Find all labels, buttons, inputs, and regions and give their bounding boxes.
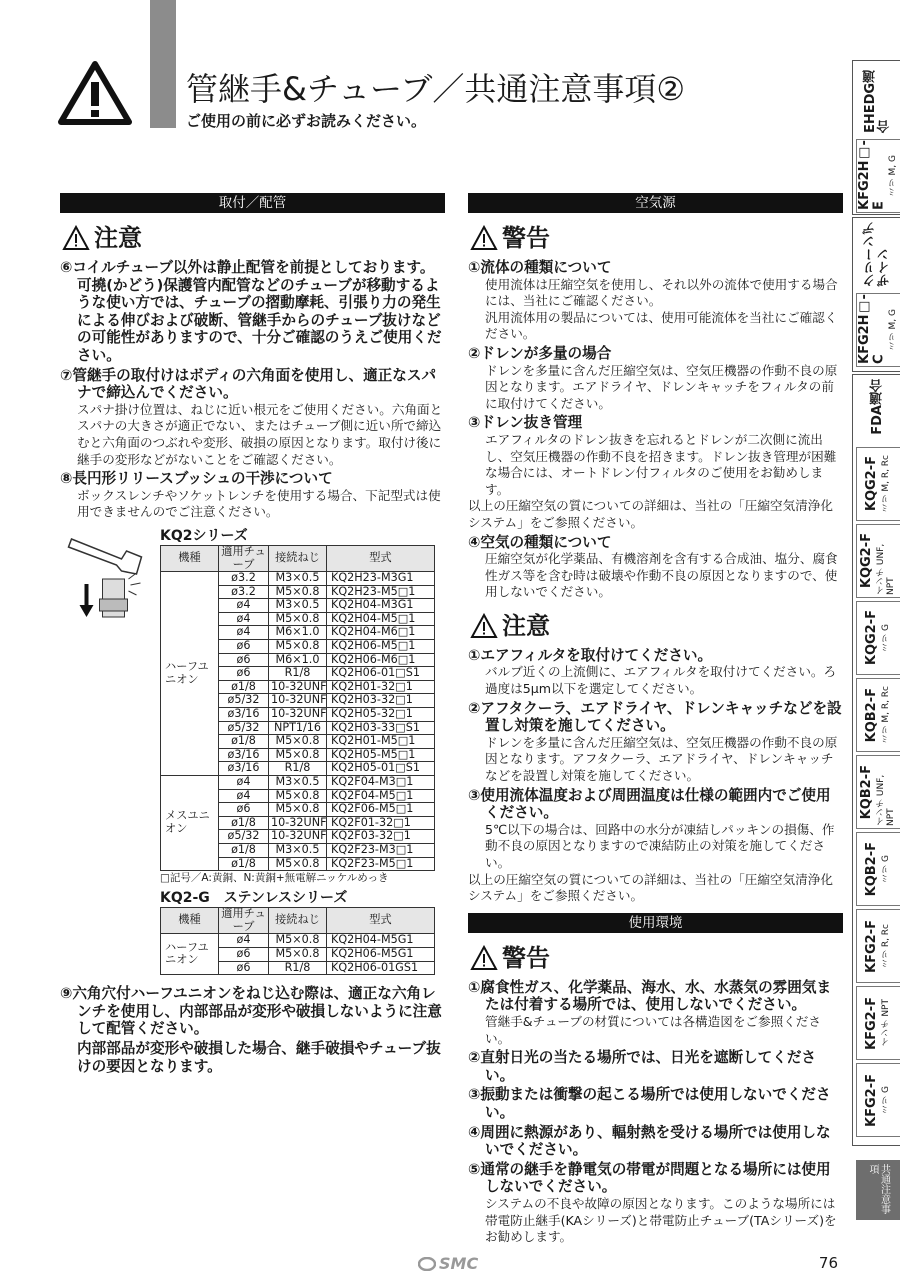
page-subtitle: ご使用の前に必ずお読みください。	[186, 112, 427, 130]
model-number: KQ2H06-01□S1	[327, 667, 435, 681]
side-tab-sublabel: ミリ M, R, Rc	[880, 686, 891, 744]
thread: M5×0.8	[269, 857, 327, 871]
side-tab[interactable]	[856, 755, 900, 829]
side-tab-label: KQB2-F	[864, 841, 880, 897]
kq2-series	[160, 527, 434, 975]
side-tab-label: KFG2H□-C	[857, 294, 887, 364]
side-tab[interactable]	[856, 524, 900, 598]
side-tab-label: KQG2-F	[859, 533, 875, 589]
side-tab-label: KQG2-F	[864, 456, 880, 512]
tube-size: ø4	[219, 626, 269, 640]
warning-icon	[62, 225, 90, 251]
kq2-table	[160, 545, 435, 871]
kq2g-table-title: KQ2-G ステンレスシリーズ	[160, 890, 348, 907]
side-tab-sublabel: インチ UNF, NPT	[875, 543, 896, 595]
column-header: 接続ねじ	[269, 908, 327, 934]
table-row	[161, 776, 435, 790]
model-number: KQ2H05-32□1	[327, 708, 435, 722]
model-number: KQ2H06-M5G1	[327, 947, 435, 961]
side-tab[interactable]	[856, 139, 900, 213]
thread: M3×0.5	[269, 776, 327, 790]
tube-size: ø3.2	[219, 585, 269, 599]
side-tab-label: クリーンデザイン	[862, 222, 892, 287]
warning-label: 警告	[502, 943, 550, 972]
air-item-1-body-2: 汎用流体用の製品については、使用可能流体を当社にご確認ください。	[485, 309, 838, 342]
side-tab-sublabel: ミリ G	[880, 855, 891, 883]
model-number: KQ2H06-M6□1	[327, 653, 435, 667]
tab-common-precautions[interactable]	[856, 1160, 900, 1220]
side-tab[interactable]	[856, 601, 900, 675]
tube-size: ø3/16	[219, 762, 269, 776]
side-tab-label: KQG2-F	[864, 610, 880, 666]
tube-size: ø4	[219, 599, 269, 613]
warning-icon	[470, 225, 498, 251]
thread: M3×0.5	[269, 599, 327, 613]
column-header: 型式	[327, 908, 435, 934]
air-item-3-body: エアフィルタのドレン抜きを忘れるとドレンが二次側に流出し、空気圧機器の作動不良を招きます。ドレン抜き管理が困難な場合には、オートドレン付フィルタのご使用をお勧めします。	[485, 431, 837, 497]
table-header-row	[161, 908, 435, 934]
side-tab-label: KQB2-F	[864, 687, 880, 743]
item-7: ⑦管継手の取付けはボディの六角面を使用し、適正なスパナで締込んでください。	[60, 366, 437, 402]
side-tab[interactable]	[856, 832, 900, 906]
side-tab-sublabel: ミリ M, G	[887, 309, 898, 351]
thread: M5×0.8	[269, 640, 327, 654]
side-tab[interactable]	[856, 216, 900, 290]
side-tab[interactable]	[856, 1063, 900, 1137]
column-header: 適用チューブ	[219, 908, 269, 934]
tube-size: ø6	[219, 667, 269, 681]
thread: R1/8	[269, 667, 327, 681]
side-tab[interactable]	[856, 370, 900, 444]
table-row	[161, 934, 435, 948]
tube-size: ø3.2	[219, 572, 269, 586]
warning-heading	[470, 943, 843, 973]
model-number: KQ2H05-01□S1	[327, 762, 435, 776]
tube-size: ø5/32	[219, 721, 269, 735]
tube-size: ø1/8	[219, 816, 269, 830]
model-number: KQ2H03-33□S1	[327, 721, 435, 735]
thread: M5×0.8	[269, 585, 327, 599]
caution-label: 注意	[502, 611, 550, 640]
env-item-5: ⑤通常の継手を静電気の帯電が問題となる場所には使用しないでください。	[468, 1160, 831, 1196]
tube-size: ø5/32	[219, 830, 269, 844]
side-tab-sublabel: ミリ R, Rc	[880, 923, 891, 969]
thread: M3×0.5	[269, 572, 327, 586]
wrench-illustration	[60, 529, 158, 639]
side-tab-label: EHEDG適合	[862, 69, 892, 133]
item-9: ⑨六角穴付ハーフユニオンをねじ込む際は、適正な六角レンチを使用し、内部部品が変形や破損しないように注意して配管ください。	[60, 985, 442, 1038]
thread: M5×0.8	[269, 735, 327, 749]
model-number: KQ2H05-M5□1	[327, 748, 435, 762]
side-tab[interactable]	[856, 447, 900, 521]
kq2-table-title: KQ2シリーズ	[160, 527, 248, 544]
caution-item-2-body: ドレンを多量に含んだ圧縮空気は、空気圧機器の作動不良の原因となります。アフタクーラ、エアドライヤ、ドレンキャッチなどを設置し対策を施してください。	[485, 734, 838, 784]
thread: 10-32UNF	[269, 830, 327, 844]
caution-note: 以上の圧縮空気の質についての詳細は、当社の「圧縮空気清浄化システム」をご参照ください。	[468, 871, 833, 904]
model-number: KQ2H03-32□1	[327, 694, 435, 708]
caution-item-2: ②アフタクーラ、エアドライヤ、ドレンキャッチなどを設置し対策を施してください。	[468, 699, 842, 735]
model-number: KQ2H01-32□1	[327, 680, 435, 694]
thread: 10-32UNF	[269, 816, 327, 830]
column-header: 適用チューブ	[219, 545, 269, 571]
warning-icon	[470, 613, 498, 639]
side-tab-sublabel: ミリ M, G	[887, 155, 898, 197]
page-number: 76	[818, 1254, 838, 1273]
side-tab[interactable]	[856, 909, 900, 983]
air-item-4-body: 圧縮空気が化学薬品、有機溶剤を含有する合成油、塩分、腐食性ガス等を含む時は破壊や作動不良の原因となりますので、使用しないでください。	[485, 551, 838, 600]
smc-logo-text: SMC	[439, 1253, 479, 1273]
tube-size: ø5/32	[219, 694, 269, 708]
side-tab[interactable]	[856, 293, 900, 367]
env-item-2: ②直射日光の当たる場所では、日光を遮断してください。	[468, 1049, 817, 1084]
smc-logo-icon	[418, 1257, 436, 1271]
air-item-1-body: 使用流体は圧縮空気を使用し、それ以外の流体で使用する場合には、当社にご確認ください。	[485, 276, 838, 309]
column-header: 接続ねじ	[269, 545, 327, 571]
side-tab-sublabel: ミリ G	[880, 1086, 891, 1114]
warning-heading	[470, 223, 843, 253]
item-7-body: スパナ掛け位置は、ねじに近い根元をご使用ください。六角面とスパナの大きさが適正でない、またはチューブ側に近い所で締込むと六角面のつぶれや変形、破損の原因となります。取付け後に継手の変形などがないことをご確認ください。	[77, 401, 443, 467]
tube-size: ø4	[219, 789, 269, 803]
tube-size: ø1/8	[219, 843, 269, 857]
tube-size: ø1/8	[219, 857, 269, 871]
thread: M6×1.0	[269, 653, 327, 667]
tube-size: ø3/16	[219, 748, 269, 762]
air-item-3: ③ドレン抜き管理	[468, 414, 583, 432]
model-number: KQ2F04-M5□1	[327, 789, 435, 803]
fitting-type: ハーフユニオン	[161, 572, 219, 776]
fitting-type: ハーフユニオン	[161, 934, 219, 975]
thread: M3×0.5	[269, 843, 327, 857]
page-title: 管継手&チューブ／共通注意事項②	[186, 70, 686, 108]
caution-item-1-body: バルブ近くの上流側に、エアフィルタを取付けてください。ろ過度は5μm以下を選定してください。	[485, 664, 837, 697]
model-number: KQ2H04-M5□1	[327, 612, 435, 626]
model-number: KQ2H06-01GS1	[327, 961, 435, 975]
kq2-block	[60, 527, 445, 975]
env-item-1-body: 管継手&チューブの材質については各構造図をご参照ください。	[485, 1013, 821, 1046]
model-number: KQ2H04-M6□1	[327, 626, 435, 640]
item-9-detail: 内部部品が変形や破損した場合、継手破損やチューブ抜けの要因となります。	[77, 1039, 441, 1075]
item-9-block	[60, 985, 445, 1075]
model-number: KQ2F04-M3□1	[327, 776, 435, 790]
environment-section	[468, 913, 843, 1246]
side-tab-label: KFG2-F	[864, 919, 880, 973]
thread: M5×0.8	[269, 748, 327, 762]
air-item-2: ②ドレンが多量の場合	[468, 344, 612, 362]
column-header: 機種	[161, 908, 219, 934]
caution-item-1: ①エアフィルタを取付けてください。	[468, 646, 713, 664]
section-header-environment: 使用環境	[468, 913, 843, 933]
model-number: KQ2F03-32□1	[327, 830, 435, 844]
tube-size: ø6	[219, 653, 269, 667]
left-column	[60, 193, 445, 1075]
tube-size: ø1/8	[219, 735, 269, 749]
warning-label: 警告	[502, 224, 550, 252]
thread: M5×0.8	[269, 612, 327, 626]
tube-size: ø3/16	[219, 708, 269, 722]
header-bar	[150, 0, 176, 128]
side-tab-label: KFG2H□-E	[857, 140, 887, 210]
model-number: KQ2F23-M5□1	[327, 857, 435, 871]
env-item-4: ④周囲に熱源があり、輻射熱を受ける場所では使用しないでください。	[468, 1123, 831, 1159]
thread: NPT1/16	[269, 721, 327, 735]
thread: R1/8	[269, 961, 327, 975]
side-tab[interactable]	[856, 678, 900, 752]
item-8: ⑧長円形リリースブッシュの干渉について	[60, 470, 333, 488]
air-item-2-body: ドレンを多量に含んだ圧縮空気は、空気圧機器の作動不良の原因となります。エアドライヤ、ドレンキャッチをフィルタの前に取付けてください。	[485, 362, 838, 411]
fitting-type: メスユニオン	[161, 776, 219, 871]
kq2-footnote: □記号／A:黄銅、N:黄銅+無電解ニッケルめっき	[160, 872, 389, 885]
thread: M5×0.8	[269, 934, 327, 948]
side-tab-sublabel: ミリ G	[880, 624, 891, 652]
warning-icon	[470, 945, 498, 971]
side-tab-label: KQB2-F	[859, 764, 875, 820]
side-tab[interactable]	[856, 986, 900, 1060]
env-item-5-body: システムの不良や故障の原因となります。このような場所には帯電防止継手(KAシリーズ)と帯電防止チューブ(TAシリーズ)をお勧めします。	[485, 1195, 837, 1245]
column-header: 機種	[161, 545, 219, 571]
table-header-row	[161, 545, 435, 571]
model-number: KQ2H04-M5G1	[327, 934, 435, 948]
thread: M6×1.0	[269, 626, 327, 640]
air-item-4: ④空気の種類について	[468, 533, 612, 551]
section-header-mounting: 取付／配管	[60, 193, 445, 213]
side-tab-sublabel: インチ UNF, NPT	[875, 774, 896, 826]
model-number: KQ2H06-M5□1	[327, 640, 435, 654]
column-header: 型式	[327, 545, 435, 571]
section-header-air-source: 空気源	[468, 193, 843, 213]
model-number: KQ2H23-M5□1	[327, 585, 435, 599]
footer	[439, 1253, 843, 1274]
tube-size: ø4	[219, 934, 269, 948]
model-number: KQ2F06-M5□1	[327, 803, 435, 817]
model-number: KQ2F23-M3□1	[327, 843, 435, 857]
caution-item-3: ③使用流体温度および周囲温度は仕様の範囲内でご使用ください。	[468, 786, 831, 822]
caution-heading	[62, 223, 445, 253]
thread: R1/8	[269, 762, 327, 776]
env-item-3: ③振動または衝撃の起こる場所では使用しないでください。	[468, 1086, 831, 1121]
model-number: KQ2F01-32□1	[327, 816, 435, 830]
tube-size: ø1/8	[219, 680, 269, 694]
model-number: KQ2H23-M3G1	[327, 572, 435, 586]
tube-size: ø4	[219, 776, 269, 790]
item-8-body: ボックスレンチやソケットレンチを使用する場合、下記型式は使用できませんのでご注意ください。	[77, 487, 441, 520]
side-tab-label: KFG2-F	[864, 1073, 880, 1127]
side-tab-sublabel: ミリ M, R, Rc	[880, 455, 891, 513]
active-tab-label: 共通注意事項	[867, 1164, 890, 1214]
model-number: KQ2H01-M5□1	[327, 735, 435, 749]
side-tab[interactable]	[856, 62, 900, 136]
kq2g-table	[160, 907, 435, 975]
item-6: ⑥コイルチューブ以外は静止配管を前提としております。可撓(かどう)保護管内配管などのチューブが移動するような使い方では、チューブの摺動摩耗、引張り力の発生による伸びおよび破断、管継手からのチューブ抜けなどの可能性がありますので、十分ご確認のうえご使用ください。	[60, 259, 442, 364]
smc-logo	[418, 1254, 478, 1274]
thread: 10-32UNF	[269, 708, 327, 722]
thread: M5×0.8	[269, 947, 327, 961]
env-item-1: ①腐食性ガス、化学薬品、海水、水、水蒸気の雰囲気または付着する場所では、使用しないでください。	[468, 978, 832, 1014]
side-tab-label: KFG2-F	[864, 996, 880, 1050]
caution-item-3-body: 5℃以下の場合は、回路中の水分が凍結しパッキンの損傷、作動不良の原因となりますので凍結防止の対策を施してください。	[485, 821, 835, 870]
tube-size: ø6	[219, 803, 269, 817]
caution-heading	[470, 611, 843, 641]
tube-size: ø6	[219, 961, 269, 975]
model-number: KQ2H04-M3G1	[327, 599, 435, 613]
caution-label: 注意	[94, 224, 142, 252]
table-row	[161, 572, 435, 586]
thread: M5×0.8	[269, 803, 327, 817]
right-column	[439, 193, 843, 1274]
thread: 10-32UNF	[269, 680, 327, 694]
side-tab-sublabel: インチ NPT	[880, 999, 891, 1047]
tube-size: ø6	[219, 640, 269, 654]
tube-size: ø4	[219, 612, 269, 626]
air-note: 以上の圧縮空気の質についての詳細は、当社の「圧縮空気清浄化システム」をご参照ください。	[468, 498, 833, 530]
tube-size: ø6	[219, 947, 269, 961]
side-tab-label: FDA適合	[869, 379, 885, 435]
air-item-1: ①流体の種類について	[468, 259, 612, 276]
warning-triangle-icon	[58, 60, 132, 126]
thread: M5×0.8	[269, 789, 327, 803]
thread: 10-32UNF	[269, 694, 327, 708]
